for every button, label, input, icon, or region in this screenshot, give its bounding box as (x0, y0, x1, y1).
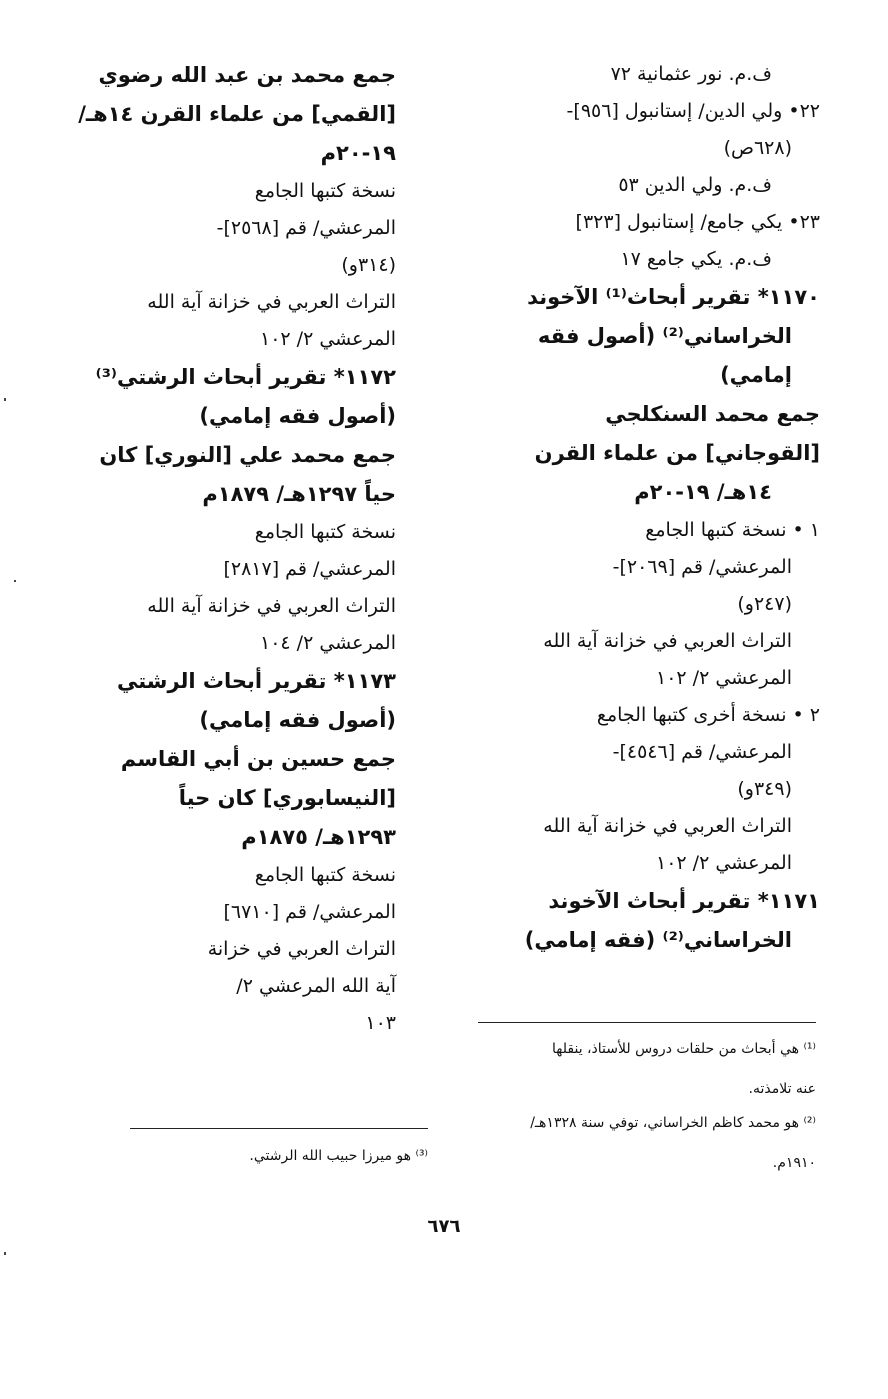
right-column-line: ١١٧٠* تقرير أبحاث⁽¹⁾ الآخوند (527, 285, 820, 309)
footnote-2: ⁽²⁾ هو محمد كاظم الخراساني، توفي سنة ١٣٢٨هـ/ (530, 1115, 816, 1131)
left-column-line: نسخة كتبها الجامع (254, 864, 396, 886)
right-column-line: التراث العربي في خزانة آية الله (543, 630, 792, 652)
footnote-3: ⁽³⁾ هو ميرزا حبيب الله الرشتي. (249, 1148, 428, 1164)
left-column-line: التراث العربي في خزانة آية الله (147, 291, 396, 313)
left-column-line: التراث العربي في خزانة (207, 938, 396, 960)
scan-mark (4, 398, 6, 401)
footnote-1: ⁽¹⁾ هي أبحاث من حلقات دروس للأستاذ، ينقلها (552, 1041, 816, 1057)
right-column-line: [القوجاني] من علماء القرن (534, 441, 820, 465)
left-column-line: (أصول فقه إمامي) (199, 404, 396, 428)
left-column-line: ١٠٣ (365, 1012, 396, 1034)
footnote-2-cont: ١٩١٠م. (772, 1155, 816, 1171)
right-column-line: الخراساني⁽²⁾ (فقه إمامي) (524, 928, 792, 952)
right-column-line: جمع محمد السنكلجي (605, 402, 820, 426)
left-column-line: جمع حسين بن أبي القاسم (120, 747, 396, 771)
left-column-line: المرعشي ٢/ ١٠٢ (260, 328, 396, 350)
right-column-line: ف.م. نور عثمانية ٧٢ (610, 63, 772, 85)
left-column-line: ١١٧٢* تقرير أبحاث الرشتي⁽³⁾ (95, 365, 396, 389)
left-column-line: (أصول فقه إمامي) (199, 708, 396, 732)
right-column (470, 56, 820, 960)
left-column-line: المرعشي/ قم [٢٥٦٨]- (216, 217, 396, 239)
left-column-line: ١٩-٢٠م (320, 141, 396, 165)
left-column-line: نسخة كتبها الجامع (254, 521, 396, 543)
right-column-line: ف.م. يكي جامع ١٧ (620, 248, 772, 270)
left-column-line: آية الله المرعشي ٢/ (236, 975, 396, 997)
right-column-line: ف.م. ولي الدين ٥٣ (618, 174, 772, 196)
right-column-line: الخراساني⁽²⁾ (أصول فقه (537, 324, 792, 348)
right-column-line: ٢ • نسخة أخرى كتبها الجامع (596, 704, 820, 726)
left-column-line: المرعشي/ قم [٢٨١٧] (223, 558, 396, 580)
page-number: ٦٧٦ (427, 1216, 461, 1237)
left-column-line: [النيسابوري] كان حياً (178, 786, 396, 810)
left-column-line: جمع محمد علي [النوري] كان (99, 443, 396, 467)
right-column-line: ٢٢• ولي الدين/ إستانبول [٩٥٦]- (566, 100, 820, 122)
right-column-line: التراث العربي في خزانة آية الله (543, 815, 792, 837)
right-column-line: ١١٧١* تقرير أبحاث الآخوند (548, 889, 820, 913)
right-column-line: المرعشي/ قم [٢٠٦٩]- (612, 556, 792, 578)
left-column-line: [القمي] من علماء القرن ١٤هـ/ (78, 102, 396, 126)
scan-mark (4, 1252, 6, 1255)
left-column-line: التراث العربي في خزانة آية الله (147, 595, 396, 617)
left-column-line: جمع محمد بن عبد الله رضوي (98, 63, 396, 87)
right-column-line: المرعشي ٢/ ١٠٢ (656, 667, 792, 689)
right-column-line: المرعشي/ قم [٤٥٤٦]- (612, 741, 792, 763)
left-column-line: نسخة كتبها الجامع (254, 180, 396, 202)
right-column-line: إمامي) (720, 363, 792, 387)
footnote-rule-right (478, 1022, 816, 1023)
right-column-line: ١ • نسخة كتبها الجامع (645, 519, 820, 541)
left-column-line: ١٢٩٣هـ/ ١٨٧٥م (241, 825, 396, 849)
left-column-line: المرعشي ٢/ ١٠٤ (260, 632, 396, 654)
left-column-line: (٣١٤و) (341, 254, 396, 276)
left-column-line: حياً ١٢٩٧هـ/ ١٨٧٩م (202, 482, 396, 506)
footnote-1-cont: عنه تلامذته. (748, 1081, 816, 1097)
left-column-line: المرعشي/ قم [٦٧١٠] (223, 901, 396, 923)
right-column-line: ١٤هـ/ ١٩-٢٠م (634, 480, 772, 504)
right-column-line: ٢٣• يكي جامع/ إستانبول [٣٢٣] (575, 211, 820, 233)
right-column-line: المرعشي ٢/ ١٠٢ (656, 852, 792, 874)
right-column-line: (٢٤٧و) (737, 593, 792, 615)
footnote-rule-left (130, 1128, 428, 1129)
left-column-line: ١١٧٣* تقرير أبحاث الرشتي (116, 669, 396, 693)
left-column (78, 56, 396, 1042)
right-column-line: (٣٤٩و) (737, 778, 792, 800)
scan-mark (14, 580, 16, 582)
right-column-line: (٦٢٨ص) (723, 137, 792, 159)
